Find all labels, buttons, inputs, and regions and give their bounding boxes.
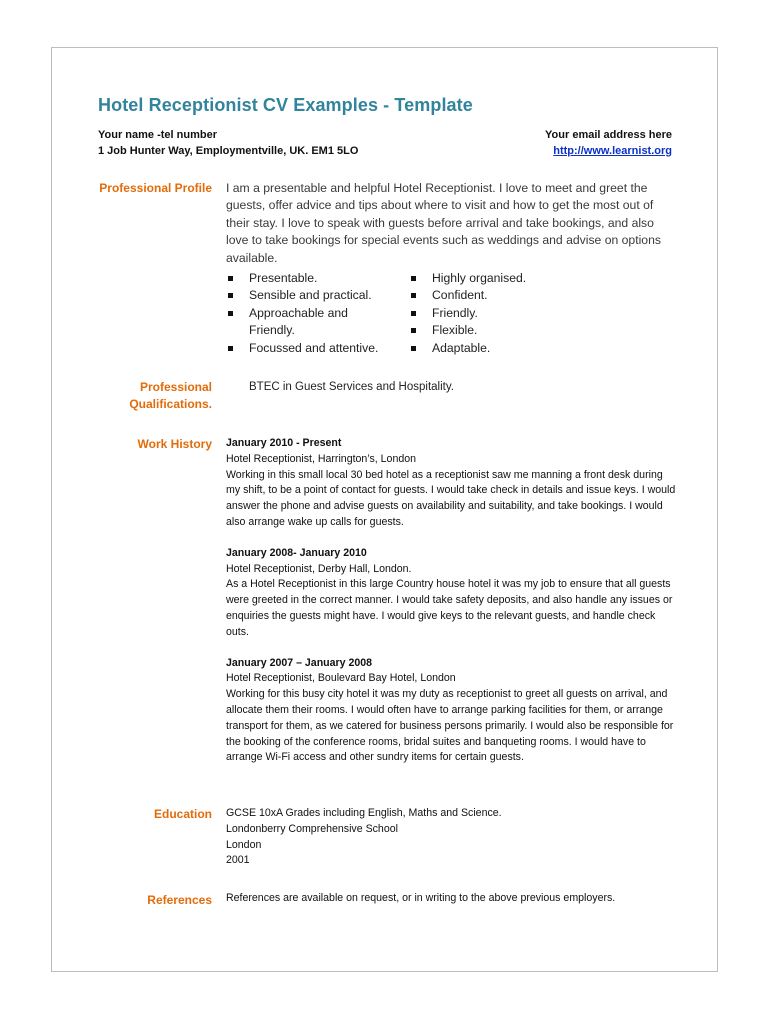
skill-item: Confident. — [409, 287, 609, 304]
skill-item: Friendly. — [409, 305, 609, 322]
references-text: References are available on request, or in writing to the above previous employers. — [226, 892, 616, 904]
skill-item: Flexible. — [409, 322, 609, 339]
contact-left — [98, 127, 358, 159]
job-date: January 2007 – January 2008 — [226, 656, 373, 669]
job-employer: Hotel Receptionist, Boulevard Bay Hotel, London — [226, 672, 456, 685]
references-label: References — [147, 893, 212, 907]
skill-item: Highly organised. — [409, 270, 609, 287]
document-title: Hotel Receptionist CV Examples - Template — [98, 95, 473, 115]
skill-item: Sensible and practical. — [226, 287, 396, 304]
skill-item: Presentable. — [226, 270, 396, 287]
email: Your email address here — [545, 129, 672, 141]
profile-label: Professional Profile — [99, 181, 212, 195]
job-description: As a Hotel Receptionist in this large Country house hotel it was my job to ensure that all guests were greeted in the correct manner. I would take safety deposits, and also handle any issues or enquiries the guests might have. I would give keys to the relevant guests, and handle check outs. — [226, 578, 673, 638]
education-line: 2001 — [226, 854, 250, 867]
job-date: January 2010 - Present — [226, 437, 342, 449]
job-description: Working for this busy city hotel it was my duty as receptionist to greet all guests on arrival, and allocate them their rooms. I would often have to arrange parking facilities for them, or arrange transport for them, as we catered for business persons primarily. I would also be responsible for the booking of the conference rooms, bridal suites and banqueting rooms. I would have to arrange Wi-Fi access and other sundry items for certain guests. — [226, 688, 674, 764]
name-tel: Your name -tel number — [98, 129, 217, 141]
skill-item: Adaptable. — [409, 340, 609, 357]
job-employer: Hotel Receptionist, Harrington’s, London — [226, 452, 417, 465]
skills-column-1 — [226, 270, 396, 357]
qualifications-label — [129, 379, 212, 413]
qualifications-label-line1: Professional — [139, 380, 212, 394]
job-entry — [226, 656, 676, 767]
skill-item: Focussed and attentive. — [226, 340, 396, 357]
profile-text: I am a presentable and helpful Hotel Receptionist. I love to meet and greet the guests, offer advice and tips about where to visit and how to get the most out of their stay. I love to speak with guests before arrival and take bookings, and also love to take bookings for special events such as weddings and advise on options available. — [226, 181, 661, 265]
education-line: Londonberry Comprehensive School — [226, 822, 398, 835]
work-history-label: Work History — [137, 437, 212, 451]
skills-column-2 — [409, 270, 609, 357]
job-description: Working in this small local 30 bed hotel as a receptionist saw me manning a front desk during my shift, to be a point of contact for guests. I would take check in details and issue keys. I would answer the phone and advise guests on availability and suitability, and take bookings. I would also arrange wake up calls for guests. — [226, 468, 676, 528]
skill-item: Approachable and Friendly. — [226, 305, 396, 340]
website-link[interactable]: http://www.learnist.org — [553, 145, 672, 157]
qualifications-text: BTEC in Guest Services and Hospitality. — [249, 381, 454, 393]
education-line: GCSE 10xA Grades including English, Maths and Science. — [226, 807, 502, 819]
address: 1 Job Hunter Way, Employmentville, UK. EM1 5LO — [98, 145, 359, 157]
job-entry — [226, 436, 676, 531]
job-date: January 2008- January 2010 — [226, 546, 367, 559]
qualifications-label-line2: Qualifications. — [129, 397, 212, 411]
job-entry — [226, 546, 676, 641]
education-line: London — [226, 838, 262, 851]
job-employer: Hotel Receptionist, Derby Hall, London. — [226, 562, 412, 575]
contact-right — [545, 127, 672, 159]
education-label: Education — [153, 807, 212, 821]
education-text — [226, 806, 676, 869]
work-history — [226, 436, 676, 781]
